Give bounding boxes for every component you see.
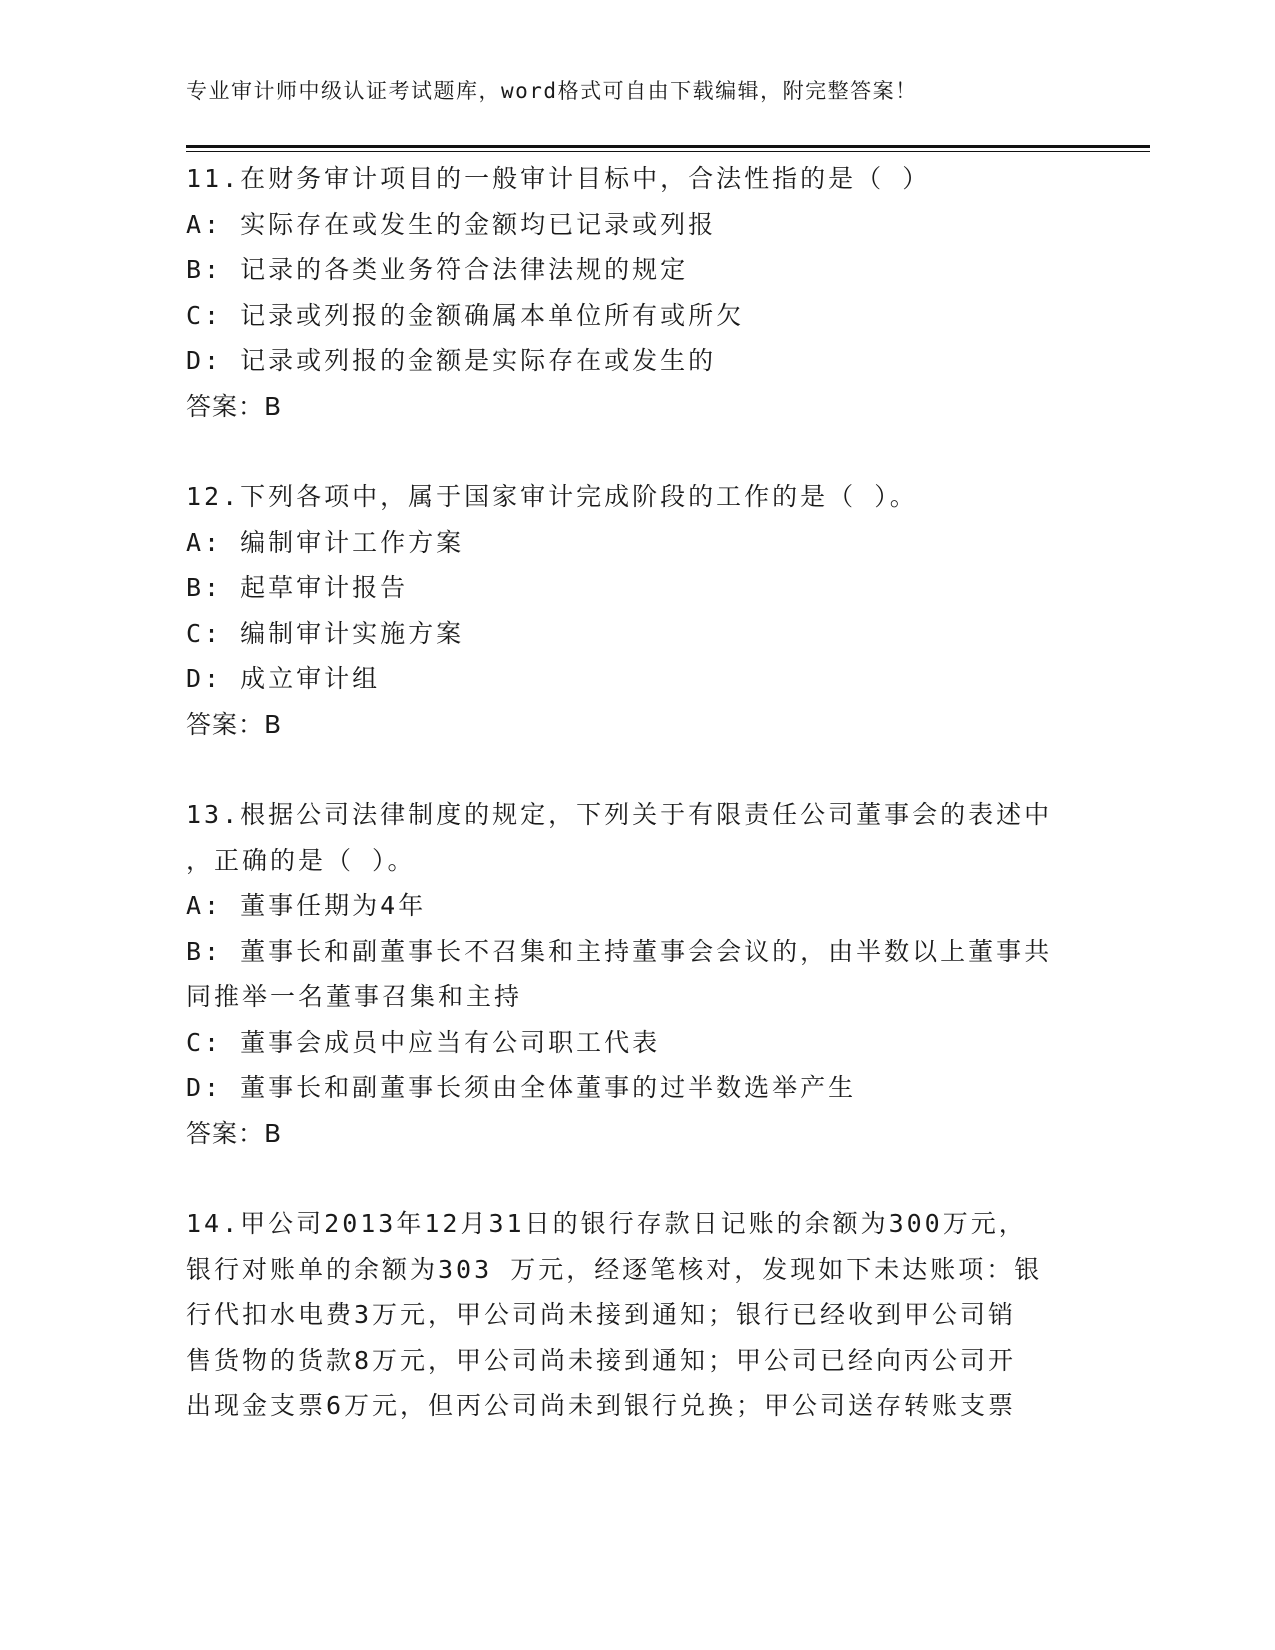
question-stem-line-2: 银行对账单的余额为303 万元，经逐笔核对，发现如下未达账项：银 [186, 1254, 1043, 1284]
option-b: B: 记录的各类业务符合法律法规的规定 [186, 255, 689, 284]
option-b-continued: 同推举一名董事召集和主持 [186, 982, 523, 1011]
page-header: 专业审计师中级认证考试题库，word格式可自由下载编辑，附完整答案！ [186, 79, 918, 103]
question-stem-line-1: 13.根据公司法律制度的规定，下列关于有限责任公司董事会的表述中 [186, 800, 1053, 829]
option-c: C: 董事会成员中应当有公司职工代表 [186, 1027, 661, 1057]
option-d: D: 成立审计组 [186, 664, 381, 693]
header-divider [186, 145, 1150, 148]
question-stem-line-3: 行代扣水电费3万元，甲公司尚未接到通知；银行已经收到甲公司销 [186, 1300, 1017, 1329]
option-d: D: 董事长和副董事长须由全体董事的过半数选举产生 [186, 1073, 857, 1102]
option-c: C: 记录或列报的金额确属本单位所有或所欠 [186, 300, 745, 330]
option-a: A: 实际存在或发生的金额均已记录或列报 [186, 209, 717, 239]
option-b: B: 董事长和副董事长不召集和主持董事会会议的，由半数以上董事共 [186, 936, 1053, 966]
option-d: D: 记录或列报的金额是实际存在或发生的 [186, 346, 717, 375]
question-list [186, 156, 1066, 1474]
header-divider-thin [186, 151, 1150, 152]
option-c: C: 编制审计实施方案 [186, 618, 465, 648]
question-14 [186, 1201, 1066, 1429]
question-stem-line-5: 出现金支票6万元，但丙公司尚未到银行兑换；甲公司送存转账支票 [186, 1391, 1017, 1420]
question-11 [186, 156, 1066, 429]
question-12 [186, 474, 1066, 747]
answer-label: 答案：B [186, 709, 283, 739]
question-stem-line-1: 14.甲公司2013年12月31日的银行存款日记账的余额为300万元， [186, 1209, 1027, 1238]
question-stem: 12.下列各项中，属于国家审计完成阶段的工作的是（ ）。 [186, 482, 918, 511]
option-a: A: 董事任期为4年 [186, 891, 427, 920]
question-stem: 11.在财务审计项目的一般审计目标中，合法性指的是（ ） [186, 164, 931, 193]
question-13 [186, 792, 1066, 1156]
answer-label: 答案：B [186, 1118, 283, 1148]
answer-label: 答案：B [186, 391, 283, 421]
option-b: B: 起草审计报告 [186, 573, 409, 602]
question-stem-line-2: ，正确的是（ ）。 [186, 845, 416, 875]
option-a: A: 编制审计工作方案 [186, 527, 465, 557]
question-stem-line-4: 售货物的货款8万元，甲公司尚未接到通知；甲公司已经向丙公司开 [186, 1345, 1017, 1375]
